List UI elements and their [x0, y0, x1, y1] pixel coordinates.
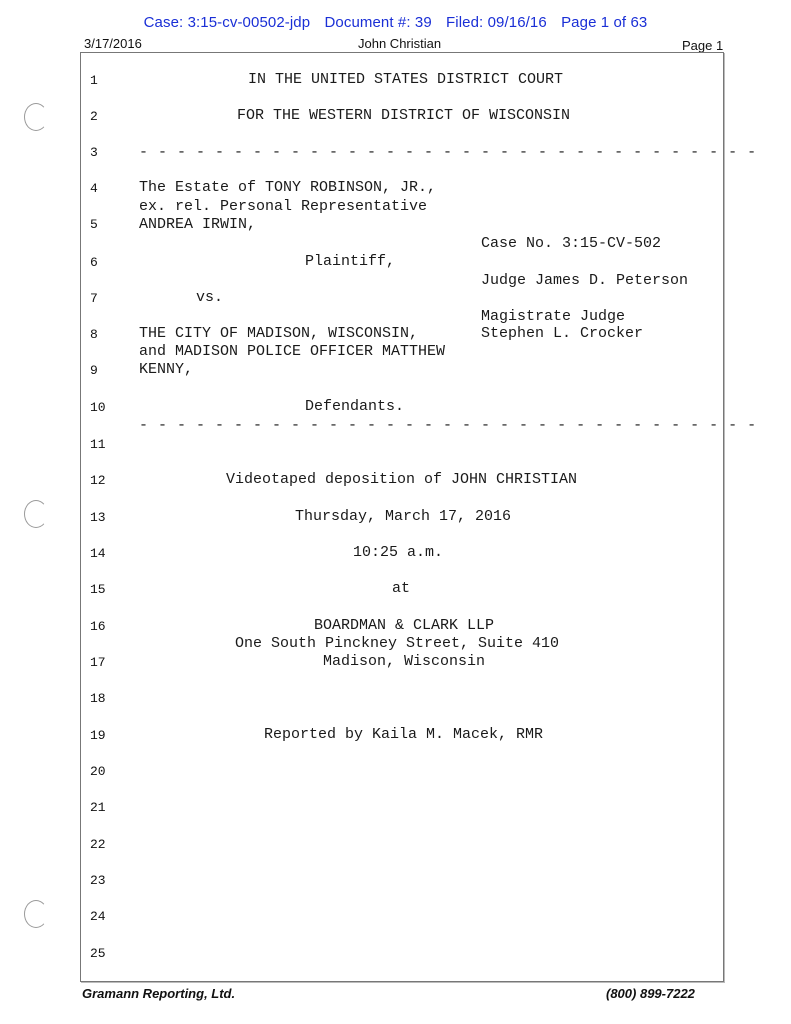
- line-number: 14: [90, 546, 106, 561]
- caption-separator-top: - - - - - - - - - - - - - - - - - - - - - - - - - - - - - - - - -: [139, 144, 757, 161]
- line-number: 19: [90, 728, 106, 743]
- court-name-line-1: IN THE UNITED STATES DISTRICT COURT: [248, 71, 564, 88]
- magistrate-name: Stephen L. Crocker: [481, 325, 644, 342]
- line-number: 5: [90, 217, 98, 232]
- stamp-filed: Filed: 09/16/16: [446, 14, 547, 31]
- line-number: 8: [90, 327, 98, 342]
- line-number: 11: [90, 437, 106, 452]
- case-number: Case No. 3:15-CV-502: [481, 235, 662, 252]
- versus-label: vs.: [196, 289, 224, 306]
- line-number: 4: [90, 181, 98, 196]
- plaintiff-line-3: ANDREA IRWIN,: [139, 216, 257, 233]
- at-label: at: [392, 580, 411, 597]
- line-number: 6: [90, 255, 98, 270]
- header-witness: John Christian: [358, 36, 442, 51]
- plaintiff-line-1: The Estate of TONY ROBINSON, JR.,: [139, 179, 437, 196]
- deposition-time: 10:25 a.m.: [353, 544, 444, 561]
- stamp-page: Page 1 of 63: [561, 14, 648, 31]
- law-firm-street: One South Pinckney Street, Suite 410: [235, 635, 560, 652]
- line-number: 10: [90, 400, 106, 415]
- footer-phone: (800) 899-7222: [606, 986, 695, 1001]
- stamp-document: Document #: 39: [324, 14, 432, 31]
- line-number: 2: [90, 109, 98, 124]
- line-number: 23: [90, 873, 106, 888]
- deposition-date: Thursday, March 17, 2016: [295, 508, 512, 525]
- court-reporter: Reported by Kaila M. Macek, RMR: [264, 726, 544, 743]
- line-number: 1: [90, 73, 98, 88]
- plaintiff-line-2: ex. rel. Personal Representative: [139, 198, 428, 215]
- line-number: 18: [90, 691, 106, 706]
- magistrate-title: Magistrate Judge: [481, 308, 626, 325]
- footer-company: Gramann Reporting, Ltd.: [82, 986, 236, 1001]
- judge-name: Judge James D. Peterson: [481, 272, 689, 289]
- line-number: 25: [90, 946, 106, 961]
- line-number: 20: [90, 764, 106, 779]
- line-number: 9: [90, 363, 98, 378]
- header-date: 3/17/2016: [84, 36, 142, 51]
- deposition-title: Videotaped deposition of JOHN CHRISTIAN: [226, 471, 578, 488]
- line-number: 15: [90, 582, 106, 597]
- line-number: 3: [90, 145, 98, 160]
- line-number: 16: [90, 619, 106, 634]
- plaintiff-label: Plaintiff,: [305, 253, 396, 270]
- line-number: 12: [90, 473, 106, 488]
- line-number: 22: [90, 837, 106, 852]
- line-number: 24: [90, 909, 106, 924]
- court-name-line-2: FOR THE WESTERN DISTRICT OF WISCONSIN: [237, 107, 571, 124]
- law-firm-city: Madison, Wisconsin: [323, 653, 486, 670]
- defendant-line-1: THE CITY OF MADISON, WISCONSIN,: [139, 325, 419, 342]
- binder-hole-icon: [24, 900, 48, 928]
- line-number: 17: [90, 655, 106, 670]
- line-number: 7: [90, 291, 98, 306]
- header-page-label: Page 1: [682, 38, 724, 53]
- court-filing-stamp: [0, 14, 791, 31]
- binder-hole-icon: [24, 500, 48, 528]
- law-firm-name: BOARDMAN & CLARK LLP: [314, 617, 495, 634]
- stamp-case: Case: 3:15-cv-00502-jdp: [143, 14, 311, 31]
- caption-separator-bottom: - - - - - - - - - - - - - - - - - - - - - - - - - - - - - - - - -: [139, 417, 757, 434]
- line-number: 21: [90, 800, 106, 815]
- binder-hole-icon: [24, 103, 48, 131]
- defendant-line-2: and MADISON POLICE OFFICER MATTHEW: [139, 343, 446, 360]
- defendant-line-3: KENNY,: [139, 361, 194, 378]
- defendants-label: Defendants.: [305, 398, 405, 415]
- line-number: 13: [90, 510, 106, 525]
